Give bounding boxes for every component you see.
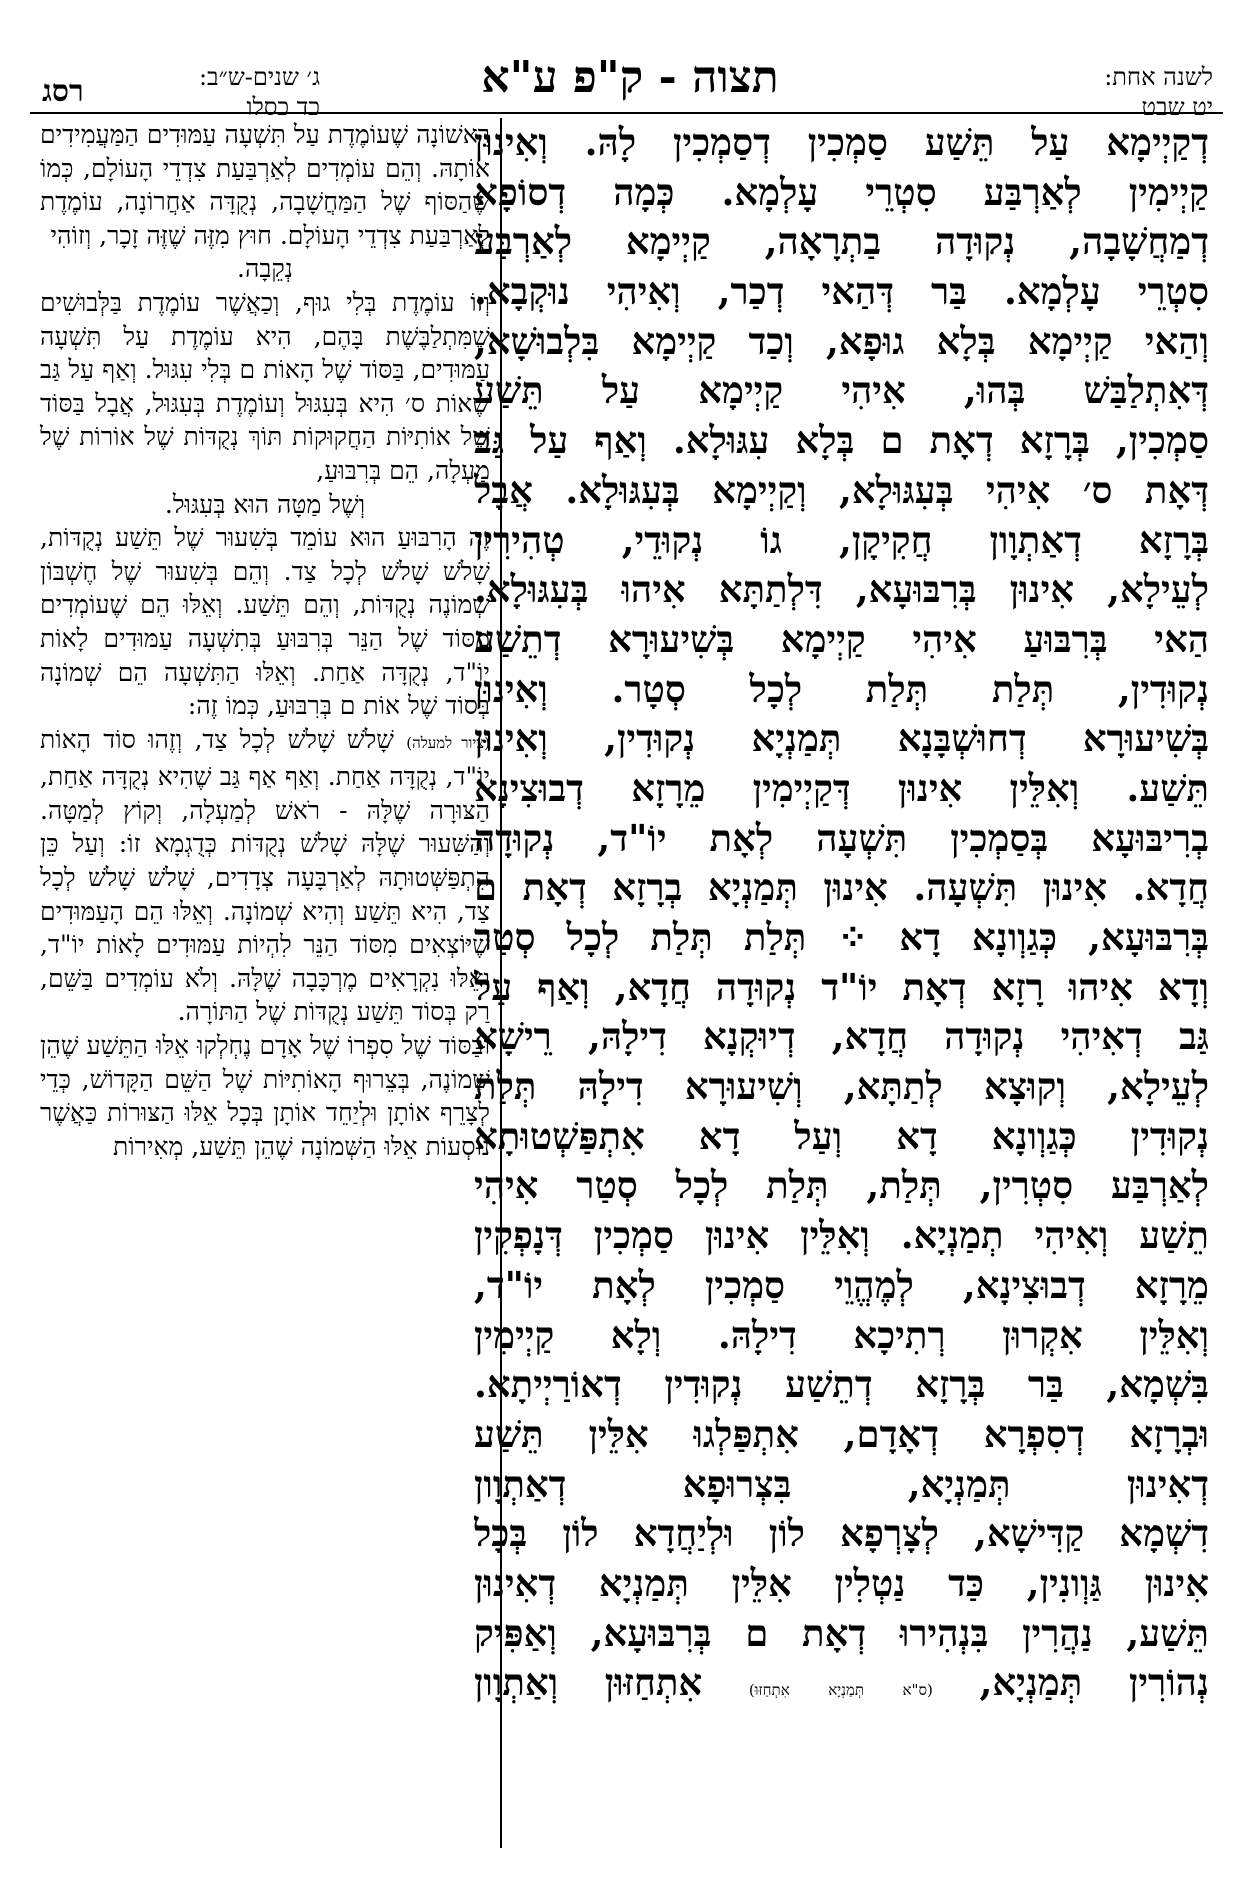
main-line-tail: אִתְחַזּוּן וְאַתְוָון [474, 1660, 703, 1705]
main-line: דְּאָת ס׳ אִיהִי בְּעִגּוּלָא, וְקַיְימָא בְּעִגּוּלָא. אֲבָל [474, 467, 1209, 512]
main-line: קַיְימִין לְאַרְבַּע סִטְרֵי עָלְמָא. כְּמָה דְסוֹפָא [474, 169, 1209, 214]
main-line: וְדָא אִיהוּ רָזָא דְאָת יוֹ"ד נְקוּדָה חֲדָא, וְאַף עַל [474, 964, 1209, 1009]
main-line: דְּאִתְלַבַּשׁ בְּהוּ, אִיהִי קַיְימָא עַל תֵּשַׁע [474, 368, 1209, 413]
page-title: תצוה - ק"פ ע"א [481, 52, 779, 103]
main-line: וְאִלֵּין אִקְרוּן רְתִיכָא דִילָהּ. וְלָא קַיְימִין [474, 1312, 1209, 1357]
main-line: בְּרָזָא דְאַתְוָון חֲקִיקָן, גוֹ נְקוּדֵי, טְהִירִין [474, 517, 1209, 562]
main-line: דְמַחֲשָׁבָה, נְקוּדָה בַתְרָאָה, קַיְימָא לְאַרְבַּע [474, 219, 1209, 264]
header-divider [30, 112, 1223, 114]
translation-line: וְשֶׁל מַטָּה הוּא בְּעִגּוּל. [164, 489, 366, 519]
variant-note: (ס"א תְּמַנְיָא אִתְחַזּוּ) [748, 1681, 933, 1700]
main-line: וּבְרָזָא דְסִפְרָא דְאָדָם, אִתְפַּלְגוּ אִלֵּין תֵּשַׁע [474, 1411, 1209, 1456]
main-line: לְעֵילָא, וְקוּצָא לְתַתָּא, וְשִׁיעוּרָא דִילָהּ תְּלַת [474, 1064, 1209, 1109]
main-line: נְקוּדִין כְּגַוְונָא דָא וְעַל דָא אִתְפַּשְׁטוּתָא [474, 1113, 1209, 1158]
main-line: בִּשְׁמָא, בַּר בְּרָזָא דְתֵשַׁע נְקוּדִין דְאוֹרַיְיתָא. [474, 1362, 1209, 1407]
main-line: הַאי בְּרִבּוּעַ אִיהִי קַיְימָא בְּשִׁיעוּרָא דְתֵשַׁע [474, 616, 1209, 661]
main-line: סִטְרֵי עָלְמָא. בַּר דְּהַאי דְכַר, וְאִיהִי נוּקְבָא. [474, 269, 1209, 314]
main-line: תֵּשַׁע. וְאִלֵּין אִינוּן דְּקַיְימִין מֵרָזָא דְבוּצִינָא [474, 765, 1209, 810]
main-line: לְאַרְבַּע סִטְרִין, תְּלַת, תְּלַת לְכָל סְטַר אִיהִי [474, 1163, 1209, 1208]
main-line: תֵשַׁע וְאִיהִי תְמַנְיָא. וְאִלֵּין אִינוּן סַמְכִין דְּנָפְקִין [474, 1213, 1209, 1258]
column-divider [500, 118, 502, 1848]
translation-column [40, 118, 490, 1163]
main-line: תֵּשַׁע, נַהֲרִין בִּנְהִירוּ דְאָת ם בְּרִבּוּעָא, וְאַפִּיק [474, 1610, 1209, 1655]
main-line: חֲדָא. אִינוּן תִּשְׁעָה. אִינוּן תְּמַנְיָא בְרָזָא דְאָת ם [474, 865, 1209, 910]
header-date-left: כד כסלו [246, 93, 320, 121]
main-line: סַמְכִין, בְּרָזָא דְאָת ם בְּלָא עִגּוּלָא. וְאַף עַל גַּב [474, 418, 1209, 463]
translation-paragraph: וְזוֹ עוֹמֶדֶת בְּלִי גוּף, וְכַאֲשֶׁר עוֹמֶדֶת בַּלְּבוּשִׁים שֶׁמִּתְלַבֶּשֶׁת בָּהֶם, הִיא עוֹמֶדֶת עַל תִּשְׁעָה עַמּוּדִים, בַּסּוֹד שֶׁל הָאוֹת ם בְּלִי עִגּוּל. וְאַף עַל גַּב שֶׁאוֹת ס׳ הִיא בְּעִגּוּל וְעוֹמֶדֶת בְּעִגּוּל, אֲבָל בַּסּוֹד שֶׁל אוֹתִיּוֹת הַחֲקוּקוֹת תּוֹךְ נְקֻדּוֹת שֶׁל אוֹרוֹת שֶׁל מַעְלָה, הֵם בְּרִבּוּעַ, [40, 287, 490, 485]
header-date-right: יט שבט [1141, 93, 1213, 121]
main-line: דִשְׁמָא קַדִּישָׁא, לְצָרְפָא לוֹן וּלְיַחֲדָא לוֹן בְּכָל [474, 1511, 1209, 1556]
translation-line: נְקֵבָה. [237, 254, 293, 284]
main-line-text: נְהוֹרִין תְּמַנְיָא, [979, 1660, 1209, 1705]
main-text-column [474, 118, 1209, 1708]
translation-paragraph: זֶה הָרִבּוּעַ הוּא עוֹמֵד בְּשִׁעוּר שֶׁל תֵּשַׁע נְקֻדּוֹת, שָׁלֹשׁ שָׁלֹשׁ לְכָל צַד. וְהֵם בְּשִׁעוּר שֶׁל חֶשְׁבּוֹן שְׁמוֹנֶה נְקֻדּוֹת, וְהֵם תֵּשַׁע. וְאֵלּוּ הֵם שֶׁעוֹמְדִים מִסּוֹד שֶׁל הַנֵּר בְּרִבּוּעַ בְּתִשְׁעָה עַמּוּדִים לָאוֹת יוֹ"ד, נְקֻדָּה אַחַת. וְאֵלּוּ הַתִּשְׁעָה הֵם שְׁמוֹנָה בְּסוֹד שֶׁל אוֹת ם בְּרִבּוּעַ, כְּמוֹ זֶה: [40, 523, 490, 721]
main-line: בְרִיבּוּעָא בְּסַמְכִין תִּשְׁעָה לְאָת יוֹ"ד, נְקוּדָה [474, 815, 1209, 860]
main-line-last [474, 1658, 1209, 1708]
main-line: מֵרָזָא דְבוּצִינָא, לְמֶהֱוֵי סַמְכִין לְאָת יוֹ"ד, [474, 1262, 1209, 1307]
translation-paragraph: רִאשׁוֹנָה שֶׁעוֹמֶדֶת עַל תִּשְׁעָה עַמּוּדִים הַמַּעֲמִידִים אוֹתָהּ. וְהֵם עוֹמְדִים לְאַרְבַּעַת צִדְדֵי הָעוֹלָם, כְּמוֹ שֶׁהַסּוֹף שֶׁל הַמַּחֲשָׁבָה, נְקֻדָּה אַחֲרוֹנָה, עוֹמֶדֶת לְאַרְבַּעַת צִדְדֵי הָעוֹלָם. חוּץ מִזֶּה שֶׁזֶּה זָכָר, וְזוֹהִי [40, 120, 490, 250]
main-line: לְעֵילָא, אִינוּן בְּרִבּוּעָא, דִּלְתַתָּא אִיהוּ בְּעִגּוּלָא. [474, 567, 1209, 612]
main-line: וְהַאי קַיְימָא בְּלָא גוּפָא, וְכַד קַיְימָא בִּלְבוּשָׁא, [474, 318, 1209, 363]
main-line: בְּרִבּוּעָא, כְּגַוְונָא דָא ⁘ תְּלַת תְּלַת לְכָל סְטַר [474, 915, 1209, 959]
translation-note-line [40, 723, 490, 1029]
main-line: דְקַיְימָא עַל תֵּשַׁע סַמְכִין דְסַמְכִין לָהּ. וְאִינוּן [474, 120, 1209, 164]
main-line: דְאִינוּן תְּמַנְיָא, בִּצְרוּפָא דְאַתְוָון [474, 1461, 1209, 1506]
translation-paragraph: שָׁלֹשׁ שָׁלֹשׁ לְכָל צַד, וְזֶהוּ סוֹד הָאוֹת יוֹ"ד, נְקֻדָּה אַחַת. וְאַף אַף גַּב שֶׁהִיא נְקֻדָּה אַחַת, הַצּוּרָה שֶׁלָּהּ - רֹאשׁ לְמַעְלָה, וְקוֹץ לְמַטָּה. וְהַשִּׁעוּר שֶׁלָּהּ שָׁלֹשׁ נְקֻדּוֹת כְּדֻגְמָא זוֹ: וְעַל כֵּן הִתְפַּשְּׁטוּתָהּ לְאַרְבָּעָה צְדָדִים, שָׁלֹשׁ שָׁלֹשׁ לְכָל צַד, הִיא תֵּשַׁע וְהִיא שְׁמוֹנָה. וְאֵלּוּ הֵם הָעַמּוּדִים שֶׁיּוֹצְאִים מִסּוֹד הַנֵּר לִהְיוֹת עַמּוּדִים לָאוֹת יוֹ"ד, וְאֵלּוּ נִקְרָאִים מֶרְכָּבָה שֶׁלָּהּ. וְלֹא עוֹמְדִים בַּשֵּׁם, רַק בְּסוֹד תֵּשַׁע נְקֻדּוֹת שֶׁל הַתּוֹרָה. [40, 724, 490, 1027]
page-number: רסג [42, 74, 84, 109]
header-study-plan-left: ג׳ שנים-ש״ב: [198, 63, 320, 91]
translation-paragraph: וּבַסּוֹד שֶׁל סִפְרוֹ שֶׁל אָדָם נֶחְלְקוּ אֵלּוּ הַתֵּשַׁע שֶׁהֵן שְׁמוֹנֶה, בְּצֵרוּף הָאוֹתִיּוֹת שֶׁל הַשֵּׁם הַקָּדוֹשׁ, כְּדֵי לְצָרֵף אוֹתָן וּלְיַחֵד אוֹתָן בְּכָל אֵלּוּ הַצּוּרוֹת כַּאֲשֶׁר נוֹסְעוֹת אֵלּוּ הַשְּׁמוֹנָה שֶׁהֵן תֵּשַׁע, מְאִירוֹת [40, 1031, 490, 1161]
main-line: אִינוּן גַּוְונִין, כַּד נַטְלִין אִלֵּין תְּמַנְיָא דְאִינוּן [474, 1560, 1209, 1605]
main-line: נְקוּדִין, תְּלַת תְּלַת לְכָל סְטָר. וְאִינוּן [474, 666, 1209, 711]
main-line: בְּשִׁיעוּרָא דְחוּשְׁבָּנָא תְּמַנְיָא נְקוּדִין, וְאִינוּן [474, 716, 1209, 761]
header-study-plan: לשנה אחת: [1104, 63, 1213, 91]
figure-note: (ציור למעלה) [406, 733, 491, 752]
main-line: גַּב דְאִיהִי נְקוּדָה חֲדָא, דְיוּקְנָא דִילָהּ, רֵישָׁא [474, 1014, 1209, 1059]
